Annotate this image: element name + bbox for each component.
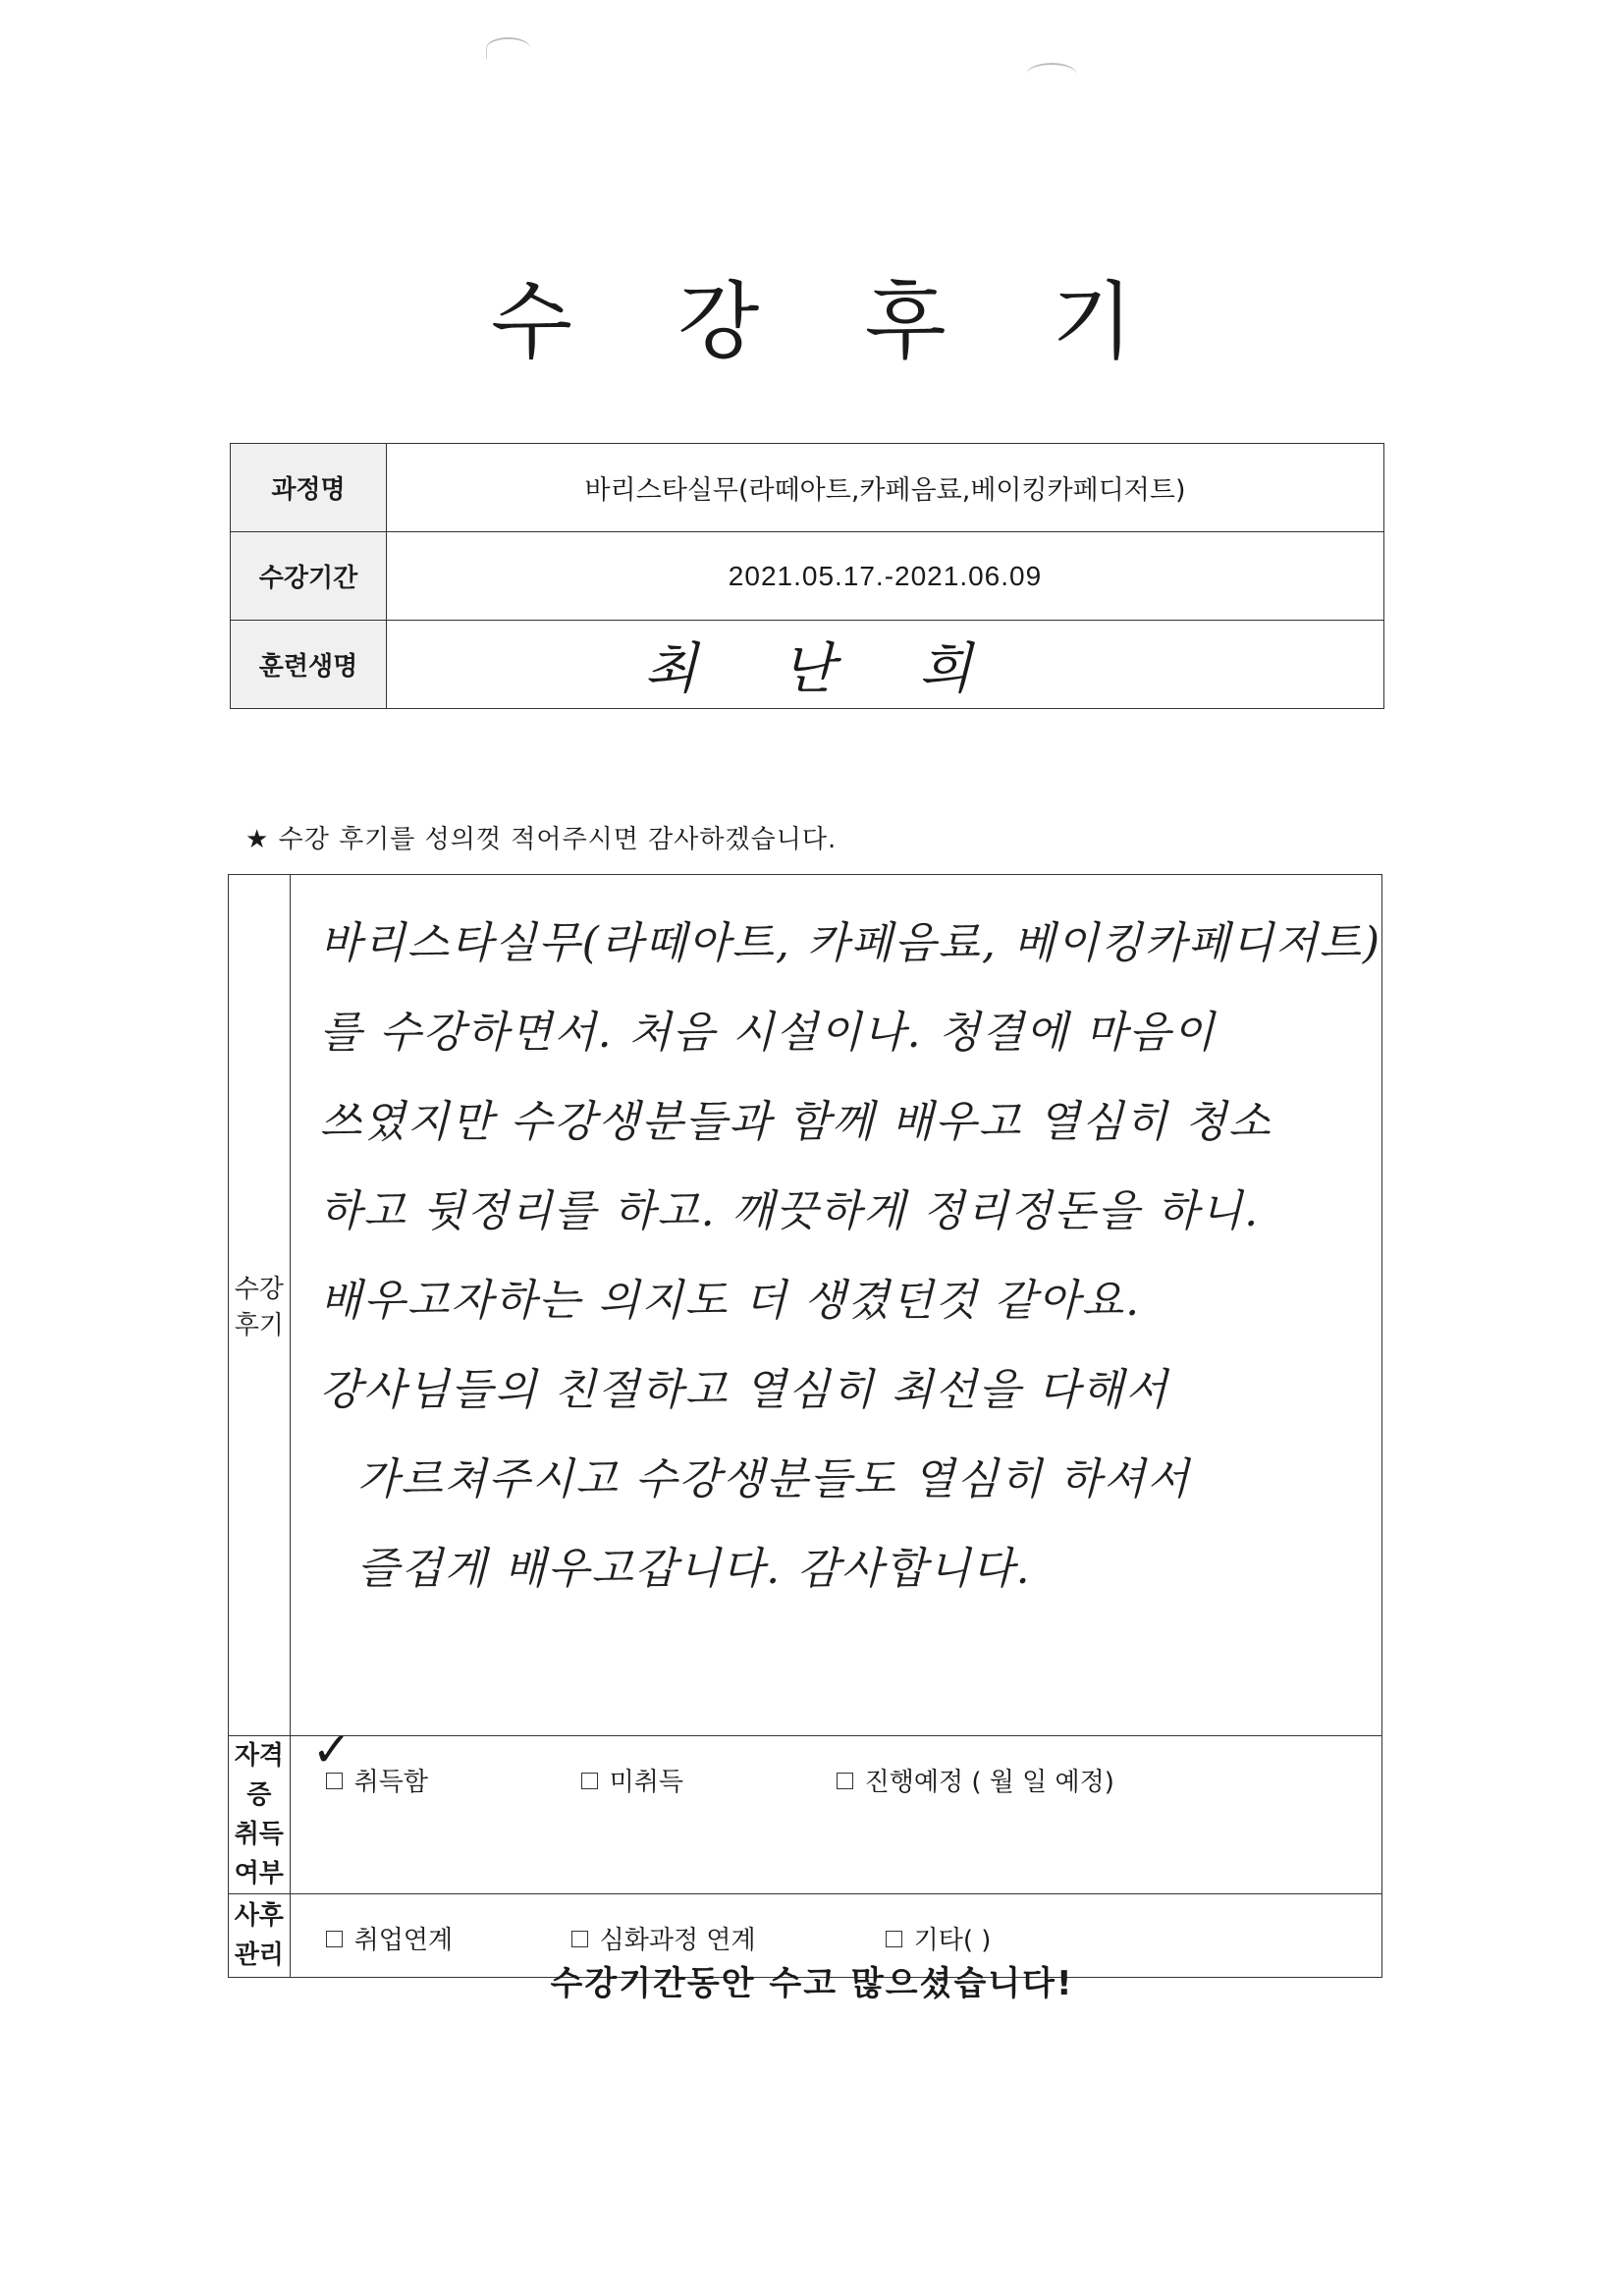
checkbox-icon[interactable]: [571, 1931, 588, 1947]
trainee-name-label: 훈련생명: [231, 621, 387, 709]
option-not-acquired[interactable]: [581, 1762, 683, 1798]
course-row: [231, 444, 1384, 532]
page-title: 수 강 후 기: [490, 273, 1173, 371]
checkbox-icon[interactable]: [837, 1773, 853, 1789]
review-row: [229, 875, 1382, 1736]
trainee-name-value: 최 난 희: [387, 621, 1384, 709]
course-label: 과정명: [231, 444, 387, 532]
option-other-label: 기타( ): [913, 1926, 992, 1955]
option-job-link-label: 취업연계: [353, 1926, 454, 1955]
checkbox-icon[interactable]: [886, 1931, 902, 1947]
option-not-acquired-label: 미취득: [609, 1768, 683, 1797]
review-line: 강사님들의 친절하고 열심히 최선을 다해서: [319, 1365, 1169, 1415]
option-other[interactable]: [886, 1920, 992, 1956]
closing-message: 수강기간동안 수고 많으셨습니다!: [550, 1964, 1074, 2003]
review-line: 배우고자하는 의지도 더 생겼던것 같아요.: [319, 1276, 1142, 1326]
punch-hole-mark: [486, 37, 530, 59]
certificate-label-line2: 취득여부: [234, 1820, 284, 1888]
review-line: 가르쳐주시고 수강생분들도 열심히 하셔서: [356, 1454, 1191, 1504]
review-line: 즐겁게 배우고갑니다. 감사합니다.: [356, 1544, 1032, 1594]
certificate-row: [229, 1736, 1382, 1894]
certificate-options: [290, 1722, 1381, 1894]
course-value: 바리스타실무(라떼아트,카페음료,베이킹카페디저트): [387, 444, 1384, 532]
review-body: [290, 875, 1381, 1736]
followup-label: 사후관리: [229, 1894, 291, 1978]
review-label: 수강후기: [229, 875, 291, 1736]
instruction-note: ★ 수강 후기를 성의껏 적어주시면 감사하겠습니다.: [245, 825, 838, 854]
checkbox-icon[interactable]: [581, 1773, 598, 1789]
period-label: 수강기간: [231, 532, 387, 621]
option-acquired-label: 취득함: [353, 1768, 428, 1797]
handwritten-review: [291, 875, 1381, 1613]
option-scheduled[interactable]: [837, 1762, 1114, 1798]
checkbox-icon[interactable]: [326, 1931, 343, 1947]
option-scheduled-label: 진행예정 ( 월 일 예정): [864, 1768, 1114, 1797]
certificate-label-line1: 자격증: [234, 1741, 284, 1810]
course-info-table: [230, 443, 1384, 709]
option-acquired[interactable]: [326, 1762, 428, 1798]
review-line: 하고 뒷정리를 하고. 깨끗하게 정리정돈을 하니.: [319, 1186, 1261, 1236]
review-line: 쓰였지만 수강생분들과 함께 배우고 열심히 청소: [319, 1097, 1272, 1147]
name-row: [231, 621, 1384, 709]
certificate-label: [229, 1736, 291, 1894]
review-line: 바리스타실무(라떼아트, 카페음료, 베이킹카페디저트): [319, 918, 1381, 968]
punch-hole-mark: [1026, 63, 1077, 86]
period-row: [231, 532, 1384, 621]
option-job-link[interactable]: [326, 1920, 453, 1956]
review-line: 를 수강하면서. 처음 시설이나. 청결에 마음이: [319, 1008, 1217, 1058]
checkmark-icon: ✓: [311, 1722, 352, 1777]
option-advanced-course[interactable]: [571, 1920, 756, 1956]
checkbox-icon[interactable]: [326, 1773, 343, 1789]
review-table: [228, 874, 1382, 1978]
period-value: 2021.05.17.-2021.06.09: [387, 532, 1384, 621]
option-advanced-course-label: 심화과정 연계: [599, 1926, 756, 1955]
